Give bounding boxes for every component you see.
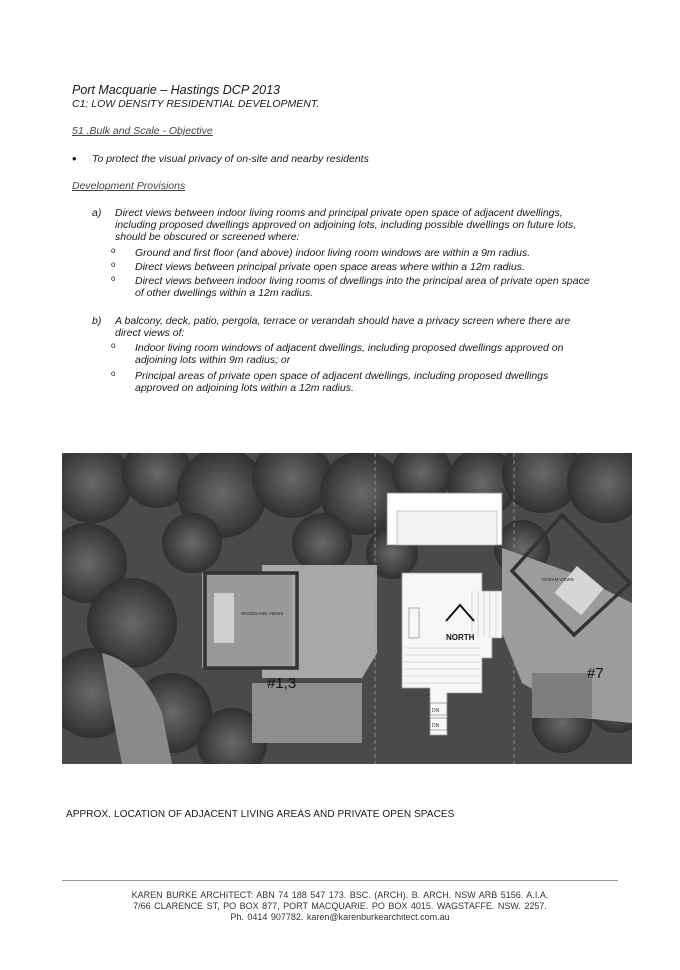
provisions-heading: Development Provisions bbox=[72, 180, 186, 192]
north-label: NORTH bbox=[446, 633, 475, 642]
provision-line: direct views of: bbox=[115, 327, 185, 339]
provision-label: b) bbox=[92, 315, 102, 327]
provision-text bbox=[115, 315, 630, 339]
section-heading: 51 .Bulk and Scale - Objective bbox=[72, 125, 213, 137]
pool-inner bbox=[397, 511, 497, 545]
list-item-line: Direct views between principal private open space areas where within a 12m radius. bbox=[135, 261, 525, 273]
list-item-line: of other dwellings within a 12m radius. bbox=[135, 287, 314, 299]
provision-line: should be obscured or screened where: bbox=[115, 231, 300, 243]
degree-bullet-icon: o bbox=[111, 341, 116, 350]
woodland-views-label: WOODLAND VIEWS bbox=[241, 611, 284, 616]
neighbour-roof-strip bbox=[214, 593, 234, 643]
provision-line: Direct views between indoor living rooms and principal private open space of adjacent dwellings, bbox=[115, 207, 563, 219]
degree-bullet-icon: o bbox=[111, 260, 116, 269]
neighbour-deck-right bbox=[532, 673, 592, 718]
list-item-line: adjoining lots within 9m radius; or bbox=[135, 354, 291, 366]
document-title: Port Macquarie – Hastings DCP 2013 bbox=[72, 83, 280, 97]
list-item-line: Principal areas of private open space of adjacent dwellings, including proposed dwellings bbox=[135, 370, 549, 382]
document-subtitle: C1: LOW DENSITY RESIDENTIAL DEVELOPMENT. bbox=[72, 98, 320, 110]
provision-text bbox=[115, 207, 630, 243]
list-item-line: approved on adjoining lots within a 12m radius. bbox=[135, 382, 354, 394]
provision-label: a) bbox=[92, 207, 102, 219]
neighbour-lower-roof bbox=[252, 683, 362, 743]
lot-label-right: #7 bbox=[587, 665, 604, 682]
list-item-line: Indoor living room windows of adjacent dwellings, including proposed dwellings approved on bbox=[135, 342, 564, 354]
rl-label: RL. 105.45 m bbox=[405, 692, 430, 697]
footer-line: 7/66 CLARENCE ST, PO BOX 877, PORT MACQUARIE. PO BOX 4015. WAGSTAFFE. NSW. 2257. bbox=[133, 901, 547, 911]
figure-caption: APPROX. LOCATION OF ADJACENT LIVING AREAS AND PRIVATE OPEN SPACES bbox=[66, 809, 455, 820]
degree-bullet-icon: o bbox=[111, 369, 116, 378]
lot-label-left: #1,3 bbox=[267, 675, 297, 692]
objective-text: To protect the visual privacy of on-site and nearby residents bbox=[92, 153, 369, 165]
footer-line: Ph. 0414 907782. karen@karenburkearchitect.com.au bbox=[230, 912, 450, 922]
provision-line: including proposed dwellings approved on adjoining lots, including possible dwellings on future lots, bbox=[115, 219, 577, 231]
provision-line: A balcony, deck, patio, pergola, terrace or verandah should have a privacy screen where there are bbox=[115, 315, 571, 327]
list-item-line: Direct views between indoor living rooms of dwellings into the principal area of private open space bbox=[135, 275, 590, 287]
degree-bullet-icon: o bbox=[111, 274, 116, 283]
footer-divider bbox=[62, 880, 618, 881]
aerial-site-plan bbox=[62, 453, 632, 764]
bullet-icon: • bbox=[72, 151, 77, 166]
footer-line: KAREN BURKE ARCHITECT: ABN 74 188 547 173. BSC. (ARCH). B. ARCH. NSW ARB 5156. A.I.A. bbox=[131, 890, 549, 900]
list-item-line: Ground and first floor (and above) indoor living room windows are within a 9m radius. bbox=[135, 247, 531, 259]
dn-label: DN bbox=[432, 708, 440, 714]
ocean-views-label: OCEAN VIEWS bbox=[542, 577, 574, 582]
degree-bullet-icon: o bbox=[111, 246, 116, 255]
dn-label: DN bbox=[432, 723, 440, 729]
